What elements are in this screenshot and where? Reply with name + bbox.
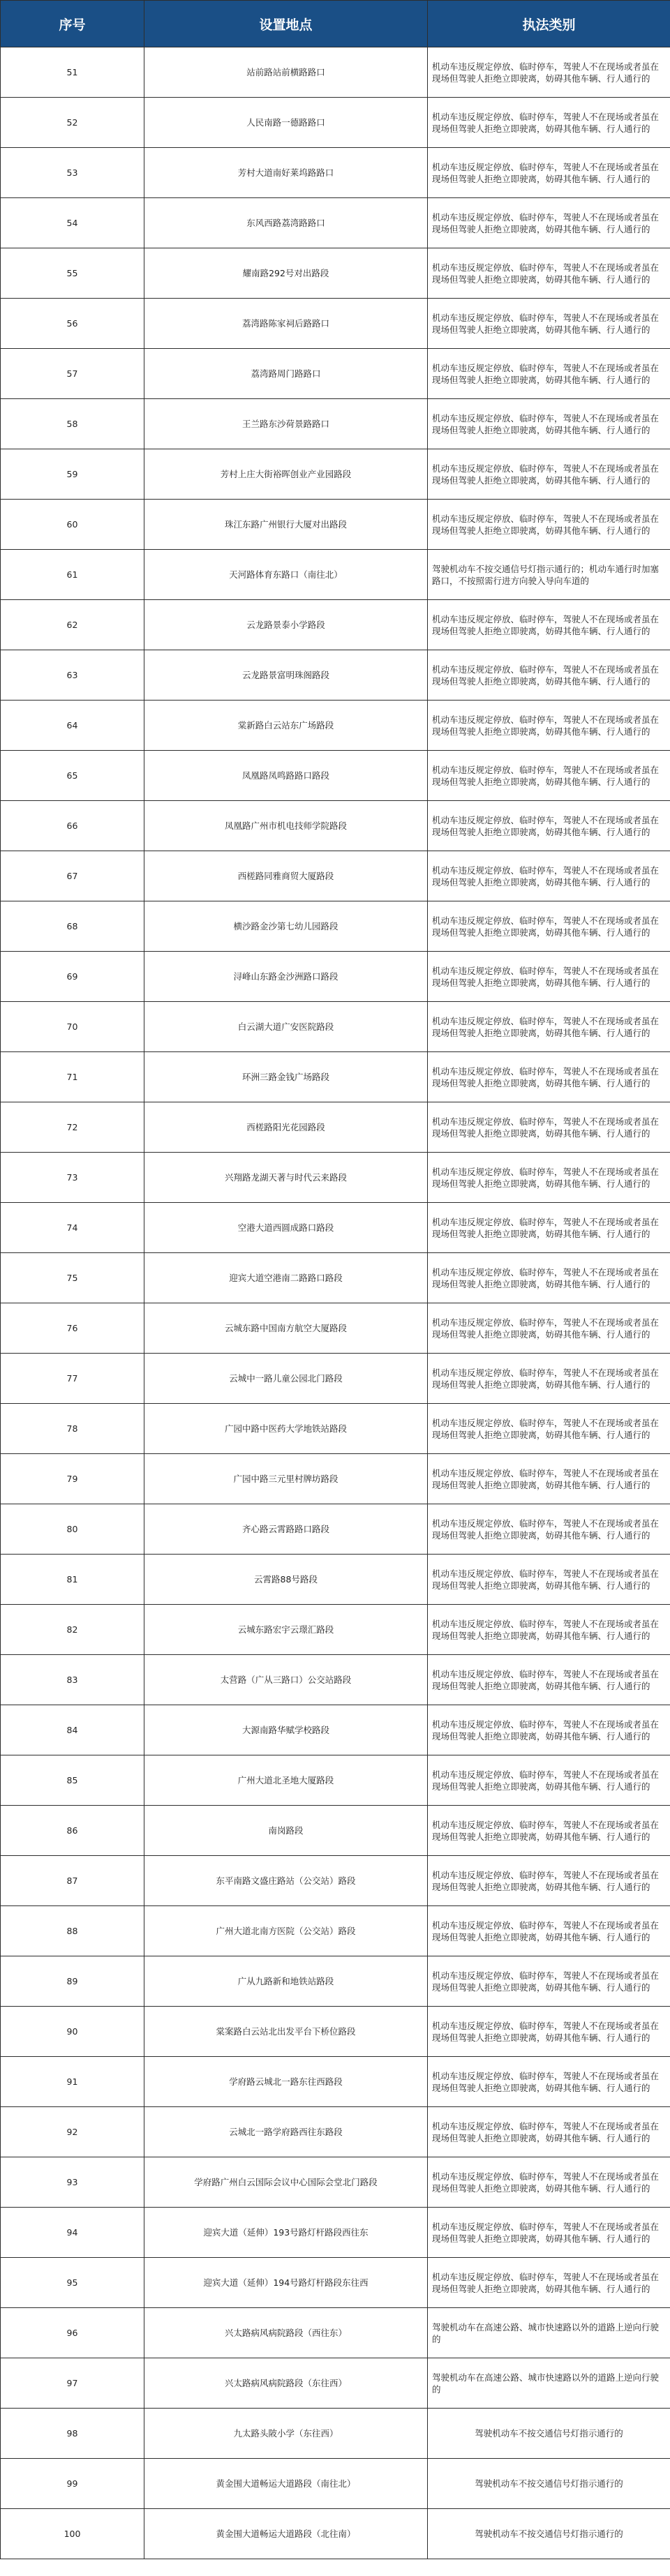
row-enforcement-type: 机动车违反规定停放、临时停车，驾驶人不在现场或者虽在现场但驾驶人拒绝立即驶离，妨碍其他车辆、行人通行的 bbox=[428, 1555, 670, 1605]
row-location: 空港大道西圆成路口路段 bbox=[144, 1203, 428, 1253]
table-row bbox=[1, 701, 670, 751]
row-number: 57 bbox=[1, 349, 144, 399]
row-enforcement-type: 驾驶机动车不按交通信号灯指示通行的；机动车通行时加塞路口，不按照需行进方向驶入导向车道的 bbox=[428, 550, 670, 600]
row-enforcement-type: 机动车违反规定停放、临时停车，驾驶人不在现场或者虽在现场但驾驶人拒绝立即驶离，妨碍其他车辆、行人通行的 bbox=[428, 801, 670, 851]
row-number: 51 bbox=[1, 47, 144, 98]
header-location: 设置地点 bbox=[144, 1, 428, 47]
row-location: 九太路头陂小学（东往西） bbox=[144, 2409, 428, 2459]
row-enforcement-type: 机动车违反规定停放、临时停车，驾驶人不在现场或者虽在现场但驾驶人拒绝立即驶离，妨碍其他车辆、行人通行的 bbox=[428, 1454, 670, 1504]
row-location: 云城北一路学府路西往东路段 bbox=[144, 2107, 428, 2157]
row-location: 兴太路病风病院路段（西往东） bbox=[144, 2308, 428, 2358]
table-row bbox=[1, 148, 670, 198]
row-enforcement-type: 机动车违反规定停放、临时停车，驾驶人不在现场或者虽在现场但驾驶人拒绝立即驶离，妨碍其他车辆、行人通行的 bbox=[428, 1203, 670, 1253]
row-number: 66 bbox=[1, 801, 144, 851]
row-location: 芳村上庄大街裕晖创业产业园路段 bbox=[144, 449, 428, 500]
row-number: 95 bbox=[1, 2258, 144, 2308]
row-number: 97 bbox=[1, 2358, 144, 2409]
row-enforcement-type: 机动车违反规定停放、临时停车，驾驶人不在现场或者虽在现场但驾驶人拒绝立即驶离，妨碍其他车辆、行人通行的 bbox=[428, 1404, 670, 1454]
table-row bbox=[1, 1052, 670, 1102]
row-number: 94 bbox=[1, 2208, 144, 2258]
row-location: 西槎路同雅商贸大厦路段 bbox=[144, 851, 428, 901]
table-row bbox=[1, 2157, 670, 2208]
table-row bbox=[1, 751, 670, 801]
table-row bbox=[1, 1504, 670, 1555]
row-enforcement-type: 机动车违反规定停放、临时停车，驾驶人不在现场或者虽在现场但驾驶人拒绝立即驶离，妨碍其他车辆、行人通行的 bbox=[428, 399, 670, 449]
row-enforcement-type: 机动车违反规定停放、临时停车，驾驶人不在现场或者虽在现场但驾驶人拒绝立即驶离，妨碍其他车辆、行人通行的 bbox=[428, 701, 670, 751]
header-row bbox=[1, 1, 670, 47]
row-enforcement-type: 机动车违反规定停放、临时停车，驾驶人不在现场或者虽在现场但驾驶人拒绝立即驶离，妨碍其他车辆、行人通行的 bbox=[428, 2107, 670, 2157]
row-number: 77 bbox=[1, 1354, 144, 1404]
row-number: 58 bbox=[1, 399, 144, 449]
row-enforcement-type: 机动车违反规定停放、临时停车，驾驶人不在现场或者虽在现场但驾驶人拒绝立即驶离，妨碍其他车辆、行人通行的 bbox=[428, 751, 670, 801]
header-type: 执法类别 bbox=[428, 1, 670, 47]
row-number: 100 bbox=[1, 2509, 144, 2559]
row-number: 98 bbox=[1, 2409, 144, 2459]
row-enforcement-type: 机动车违反规定停放、临时停车，驾驶人不在现场或者虽在现场但驾驶人拒绝立即驶离，妨碍其他车辆、行人通行的 bbox=[428, 2157, 670, 2208]
row-number: 70 bbox=[1, 1002, 144, 1052]
row-number: 83 bbox=[1, 1655, 144, 1705]
row-location: 西槎路阳光花园路段 bbox=[144, 1102, 428, 1153]
row-location: 广州大道北圣地大厦路段 bbox=[144, 1755, 428, 1806]
row-enforcement-type: 机动车违反规定停放、临时停车，驾驶人不在现场或者虽在现场但驾驶人拒绝立即驶离，妨碍其他车辆、行人通行的 bbox=[428, 349, 670, 399]
row-location: 荔湾路陈家祠后路路口 bbox=[144, 299, 428, 349]
row-number: 76 bbox=[1, 1303, 144, 1354]
row-number: 53 bbox=[1, 148, 144, 198]
table-body bbox=[1, 47, 670, 2559]
row-number: 74 bbox=[1, 1203, 144, 1253]
row-enforcement-type: 机动车违反规定停放、临时停车，驾驶人不在现场或者虽在现场但驾驶人拒绝立即驶离，妨碍其他车辆、行人通行的 bbox=[428, 1253, 670, 1303]
row-location: 云霄路88号路段 bbox=[144, 1555, 428, 1605]
table-row bbox=[1, 2057, 670, 2107]
table-row bbox=[1, 650, 670, 701]
row-location: 大源南路华赋学校路段 bbox=[144, 1705, 428, 1755]
table-row bbox=[1, 1354, 670, 1404]
table-row bbox=[1, 2459, 670, 2509]
row-location: 棠新路白云站东广场路段 bbox=[144, 701, 428, 751]
row-enforcement-type: 机动车违反规定停放、临时停车，驾驶人不在现场或者虽在现场但驾驶人拒绝立即驶离，妨碍其他车辆、行人通行的 bbox=[428, 2057, 670, 2107]
table-row bbox=[1, 1404, 670, 1454]
row-enforcement-type: 机动车违反规定停放、临时停车，驾驶人不在现场或者虽在现场但驾驶人拒绝立即驶离，妨碍其他车辆、行人通行的 bbox=[428, 1906, 670, 1956]
row-number: 82 bbox=[1, 1605, 144, 1655]
row-location: 广园中路中医药大学地铁站路段 bbox=[144, 1404, 428, 1454]
row-enforcement-type: 机动车违反规定停放、临时停车，驾驶人不在现场或者虽在现场但驾驶人拒绝立即驶离，妨碍其他车辆、行人通行的 bbox=[428, 1806, 670, 1856]
row-enforcement-type: 机动车违反规定停放、临时停车，驾驶人不在现场或者虽在现场但驾驶人拒绝立即驶离，妨碍其他车辆、行人通行的 bbox=[428, 901, 670, 952]
row-number: 64 bbox=[1, 701, 144, 751]
row-number: 78 bbox=[1, 1404, 144, 1454]
row-number: 63 bbox=[1, 650, 144, 701]
row-number: 91 bbox=[1, 2057, 144, 2107]
row-location: 学府路广州白云国际会议中心国际会堂北门路段 bbox=[144, 2157, 428, 2208]
row-location: 齐心路云霄路路口路段 bbox=[144, 1504, 428, 1555]
row-number: 67 bbox=[1, 851, 144, 901]
row-location: 黄金围大道畅运大道路段（北往南） bbox=[144, 2509, 428, 2559]
table-row bbox=[1, 952, 670, 1002]
table-row bbox=[1, 47, 670, 98]
table-row bbox=[1, 851, 670, 901]
row-number: 86 bbox=[1, 1806, 144, 1856]
row-enforcement-type: 机动车违反规定停放、临时停车，驾驶人不在现场或者虽在现场但驾驶人拒绝立即驶离，妨碍其他车辆、行人通行的 bbox=[428, 1354, 670, 1404]
row-location: 云城中一路儿童公园北门路段 bbox=[144, 1354, 428, 1404]
row-location: 迎宾大道（延伸）194号路灯杆路段东往西 bbox=[144, 2258, 428, 2308]
table-row bbox=[1, 1655, 670, 1705]
table-row bbox=[1, 1605, 670, 1655]
table-row bbox=[1, 550, 670, 600]
table-row bbox=[1, 1454, 670, 1504]
table-row bbox=[1, 399, 670, 449]
row-location: 耀南路292号对出路段 bbox=[144, 248, 428, 299]
row-enforcement-type: 机动车违反规定停放、临时停车，驾驶人不在现场或者虽在现场但驾驶人拒绝立即驶离，妨碍其他车辆、行人通行的 bbox=[428, 2007, 670, 2057]
row-location: 站前路站前横路路口 bbox=[144, 47, 428, 98]
row-enforcement-type: 机动车违反规定停放、临时停车，驾驶人不在现场或者虽在现场但驾驶人拒绝立即驶离，妨碍其他车辆、行人通行的 bbox=[428, 2258, 670, 2308]
row-location: 迎宾大道空港南二路路口路段 bbox=[144, 1253, 428, 1303]
row-location: 广园中路三元里村牌坊路段 bbox=[144, 1454, 428, 1504]
row-enforcement-type: 机动车违反规定停放、临时停车，驾驶人不在现场或者虽在现场但驾驶人拒绝立即驶离，妨碍其他车辆、行人通行的 bbox=[428, 1153, 670, 1203]
row-location: 凤凰路广州市机电技师学院路段 bbox=[144, 801, 428, 851]
row-enforcement-type: 机动车违反规定停放、临时停车，驾驶人不在现场或者虽在现场但驾驶人拒绝立即驶离，妨碍其他车辆、行人通行的 bbox=[428, 299, 670, 349]
row-number: 88 bbox=[1, 1906, 144, 1956]
table-row bbox=[1, 2409, 670, 2459]
row-location: 横沙路金沙第七幼儿园路段 bbox=[144, 901, 428, 952]
table-row bbox=[1, 1303, 670, 1354]
row-number: 68 bbox=[1, 901, 144, 952]
table-row bbox=[1, 349, 670, 399]
table-row bbox=[1, 1755, 670, 1806]
table-row bbox=[1, 600, 670, 650]
row-enforcement-type: 驾驶机动车在高速公路、城市快速路以外的道路上逆向行驶的 bbox=[428, 2308, 670, 2358]
row-number: 93 bbox=[1, 2157, 144, 2208]
table-row bbox=[1, 299, 670, 349]
table-row bbox=[1, 2358, 670, 2409]
row-location: 环洲三路金钱广场路段 bbox=[144, 1052, 428, 1102]
table-row bbox=[1, 2107, 670, 2157]
row-location: 黄金围大道畅运大道路段（南往北） bbox=[144, 2459, 428, 2509]
row-location: 广从九路新和地铁站路段 bbox=[144, 1956, 428, 2007]
table-header bbox=[1, 1, 670, 47]
row-number: 87 bbox=[1, 1856, 144, 1906]
row-number: 79 bbox=[1, 1454, 144, 1504]
row-enforcement-type: 机动车违反规定停放、临时停车，驾驶人不在现场或者虽在现场但驾驶人拒绝立即驶离，妨碍其他车辆、行人通行的 bbox=[428, 47, 670, 98]
row-location: 太营路（广从三路口）公交站路段 bbox=[144, 1655, 428, 1705]
row-location: 白云湖大道广安医院路段 bbox=[144, 1002, 428, 1052]
row-number: 61 bbox=[1, 550, 144, 600]
row-enforcement-type: 驾驶机动车不按交通信号灯指示通行的 bbox=[428, 2459, 670, 2509]
row-enforcement-type: 机动车违反规定停放、临时停车，驾驶人不在现场或者虽在现场但驾驶人拒绝立即驶离，妨碍其他车辆、行人通行的 bbox=[428, 650, 670, 701]
table-row bbox=[1, 1856, 670, 1906]
table-row bbox=[1, 198, 670, 248]
row-location: 珠江东路广州银行大厦对出路段 bbox=[144, 500, 428, 550]
row-number: 62 bbox=[1, 600, 144, 650]
table-row bbox=[1, 500, 670, 550]
row-enforcement-type: 机动车违反规定停放、临时停车，驾驶人不在现场或者虽在现场但驾驶人拒绝立即驶离，妨碍其他车辆、行人通行的 bbox=[428, 98, 670, 148]
row-enforcement-type: 机动车违反规定停放、临时停车，驾驶人不在现场或者虽在现场但驾驶人拒绝立即驶离，妨碍其他车辆、行人通行的 bbox=[428, 1605, 670, 1655]
row-location: 棠案路白云站北出发平台下桥位路段 bbox=[144, 2007, 428, 2057]
row-location: 云城东路宏宇云璟汇路段 bbox=[144, 1605, 428, 1655]
table-row bbox=[1, 1253, 670, 1303]
table-row bbox=[1, 449, 670, 500]
row-location: 东平南路文盛庄路站（公交站）路段 bbox=[144, 1856, 428, 1906]
row-enforcement-type: 机动车违反规定停放、临时停车，驾驶人不在现场或者虽在现场但驾驶人拒绝立即驶离，妨碍其他车辆、行人通行的 bbox=[428, 1655, 670, 1705]
row-enforcement-type: 机动车违反规定停放、临时停车，驾驶人不在现场或者虽在现场但驾驶人拒绝立即驶离，妨碍其他车辆、行人通行的 bbox=[428, 449, 670, 500]
row-enforcement-type: 机动车违反规定停放、临时停车，驾驶人不在现场或者虽在现场但驾驶人拒绝立即驶离，妨碍其他车辆、行人通行的 bbox=[428, 952, 670, 1002]
row-number: 59 bbox=[1, 449, 144, 500]
row-enforcement-type: 驾驶机动车在高速公路、城市快速路以外的道路上逆向行驶的 bbox=[428, 2358, 670, 2409]
row-number: 96 bbox=[1, 2308, 144, 2358]
table-row bbox=[1, 2258, 670, 2308]
row-number: 90 bbox=[1, 2007, 144, 2057]
row-location: 芳村大道南好莱坞路路口 bbox=[144, 148, 428, 198]
table-row bbox=[1, 1956, 670, 2007]
row-enforcement-type: 机动车违反规定停放、临时停车，驾驶人不在现场或者虽在现场但驾驶人拒绝立即驶离，妨碍其他车辆、行人通行的 bbox=[428, 1102, 670, 1153]
table-row bbox=[1, 1555, 670, 1605]
row-number: 56 bbox=[1, 299, 144, 349]
row-number: 65 bbox=[1, 751, 144, 801]
row-location: 云城东路中国南方航空大厦路段 bbox=[144, 1303, 428, 1354]
table-row bbox=[1, 1203, 670, 1253]
table-row bbox=[1, 248, 670, 299]
row-enforcement-type: 驾驶机动车不按交通信号灯指示通行的 bbox=[428, 2409, 670, 2459]
row-enforcement-type: 机动车违反规定停放、临时停车，驾驶人不在现场或者虽在现场但驾驶人拒绝立即驶离，妨碍其他车辆、行人通行的 bbox=[428, 1755, 670, 1806]
row-number: 54 bbox=[1, 198, 144, 248]
row-number: 99 bbox=[1, 2459, 144, 2509]
table-row bbox=[1, 1102, 670, 1153]
row-enforcement-type: 机动车违反规定停放、临时停车，驾驶人不在现场或者虽在现场但驾驶人拒绝立即驶离，妨碍其他车辆、行人通行的 bbox=[428, 1956, 670, 2007]
row-location: 广州大道北南方医院（公交站）路段 bbox=[144, 1906, 428, 1956]
row-number: 92 bbox=[1, 2107, 144, 2157]
row-number: 60 bbox=[1, 500, 144, 550]
row-number: 89 bbox=[1, 1956, 144, 2007]
row-location: 东风西路荔湾路路口 bbox=[144, 198, 428, 248]
table-row bbox=[1, 98, 670, 148]
row-location: 凤凰路凤鸣路路口路段 bbox=[144, 751, 428, 801]
table-row bbox=[1, 1153, 670, 1203]
row-location: 学府路云城北一路东往西路段 bbox=[144, 2057, 428, 2107]
row-enforcement-type: 机动车违反规定停放、临时停车，驾驶人不在现场或者虽在现场但驾驶人拒绝立即驶离，妨碍其他车辆、行人通行的 bbox=[428, 198, 670, 248]
row-location: 王兰路东沙荷景路路口 bbox=[144, 399, 428, 449]
row-number: 71 bbox=[1, 1052, 144, 1102]
row-enforcement-type: 机动车违反规定停放、临时停车，驾驶人不在现场或者虽在现场但驾驶人拒绝立即驶离，妨碍其他车辆、行人通行的 bbox=[428, 248, 670, 299]
row-location: 南岗路段 bbox=[144, 1806, 428, 1856]
row-enforcement-type: 机动车违反规定停放、临时停车，驾驶人不在现场或者虽在现场但驾驶人拒绝立即驶离，妨碍其他车辆、行人通行的 bbox=[428, 500, 670, 550]
table-row bbox=[1, 2208, 670, 2258]
row-enforcement-type: 机动车违反规定停放、临时停车，驾驶人不在现场或者虽在现场但驾驶人拒绝立即驶离，妨碍其他车辆、行人通行的 bbox=[428, 1705, 670, 1755]
row-number: 55 bbox=[1, 248, 144, 299]
row-enforcement-type: 机动车违反规定停放、临时停车，驾驶人不在现场或者虽在现场但驾驶人拒绝立即驶离，妨碍其他车辆、行人通行的 bbox=[428, 148, 670, 198]
row-number: 85 bbox=[1, 1755, 144, 1806]
row-number: 75 bbox=[1, 1253, 144, 1303]
table-row bbox=[1, 2509, 670, 2559]
row-number: 72 bbox=[1, 1102, 144, 1153]
table-row bbox=[1, 2007, 670, 2057]
row-number: 69 bbox=[1, 952, 144, 1002]
row-enforcement-type: 机动车违反规定停放、临时停车，驾驶人不在现场或者虽在现场但驾驶人拒绝立即驶离，妨碍其他车辆、行人通行的 bbox=[428, 1856, 670, 1906]
row-location: 人民南路一德路路口 bbox=[144, 98, 428, 148]
row-enforcement-type: 机动车违反规定停放、临时停车，驾驶人不在现场或者虽在现场但驾驶人拒绝立即驶离，妨碍其他车辆、行人通行的 bbox=[428, 1052, 670, 1102]
table-row bbox=[1, 801, 670, 851]
row-location: 兴翔路龙湖天著与时代云来路段 bbox=[144, 1153, 428, 1203]
table-row bbox=[1, 1002, 670, 1052]
table-row bbox=[1, 1705, 670, 1755]
row-location: 浔峰山东路金沙洲路口路段 bbox=[144, 952, 428, 1002]
row-enforcement-type: 机动车违反规定停放、临时停车，驾驶人不在现场或者虽在现场但驾驶人拒绝立即驶离，妨碍其他车辆、行人通行的 bbox=[428, 1002, 670, 1052]
row-location: 迎宾大道（延伸）193号路灯杆路段西往东 bbox=[144, 2208, 428, 2258]
header-no: 序号 bbox=[1, 1, 144, 47]
table-row bbox=[1, 1806, 670, 1856]
row-location: 兴太路病风病院路段（东往西） bbox=[144, 2358, 428, 2409]
row-number: 80 bbox=[1, 1504, 144, 1555]
row-enforcement-type: 机动车违反规定停放、临时停车，驾驶人不在现场或者虽在现场但驾驶人拒绝立即驶离，妨碍其他车辆、行人通行的 bbox=[428, 851, 670, 901]
row-location: 荔湾路周门路路口 bbox=[144, 349, 428, 399]
row-enforcement-type: 机动车违反规定停放、临时停车，驾驶人不在现场或者虽在现场但驾驶人拒绝立即驶离，妨碍其他车辆、行人通行的 bbox=[428, 2208, 670, 2258]
row-location: 云龙路景富明珠阁路段 bbox=[144, 650, 428, 701]
row-enforcement-type: 机动车违反规定停放、临时停车，驾驶人不在现场或者虽在现场但驾驶人拒绝立即驶离，妨碍其他车辆、行人通行的 bbox=[428, 1303, 670, 1354]
row-number: 73 bbox=[1, 1153, 144, 1203]
row-location: 天河路体育东路口（南往北） bbox=[144, 550, 428, 600]
row-number: 81 bbox=[1, 1555, 144, 1605]
table-row bbox=[1, 1906, 670, 1956]
row-number: 84 bbox=[1, 1705, 144, 1755]
table-row bbox=[1, 2308, 670, 2358]
row-enforcement-type: 驾驶机动车不按交通信号灯指示通行的 bbox=[428, 2509, 670, 2559]
row-number: 52 bbox=[1, 98, 144, 148]
row-location: 云龙路景泰小学路段 bbox=[144, 600, 428, 650]
table-row bbox=[1, 901, 670, 952]
row-enforcement-type: 机动车违反规定停放、临时停车，驾驶人不在现场或者虽在现场但驾驶人拒绝立即驶离，妨碍其他车辆、行人通行的 bbox=[428, 600, 670, 650]
row-enforcement-type: 机动车违反规定停放、临时停车，驾驶人不在现场或者虽在现场但驾驶人拒绝立即驶离，妨碍其他车辆、行人通行的 bbox=[428, 1504, 670, 1555]
